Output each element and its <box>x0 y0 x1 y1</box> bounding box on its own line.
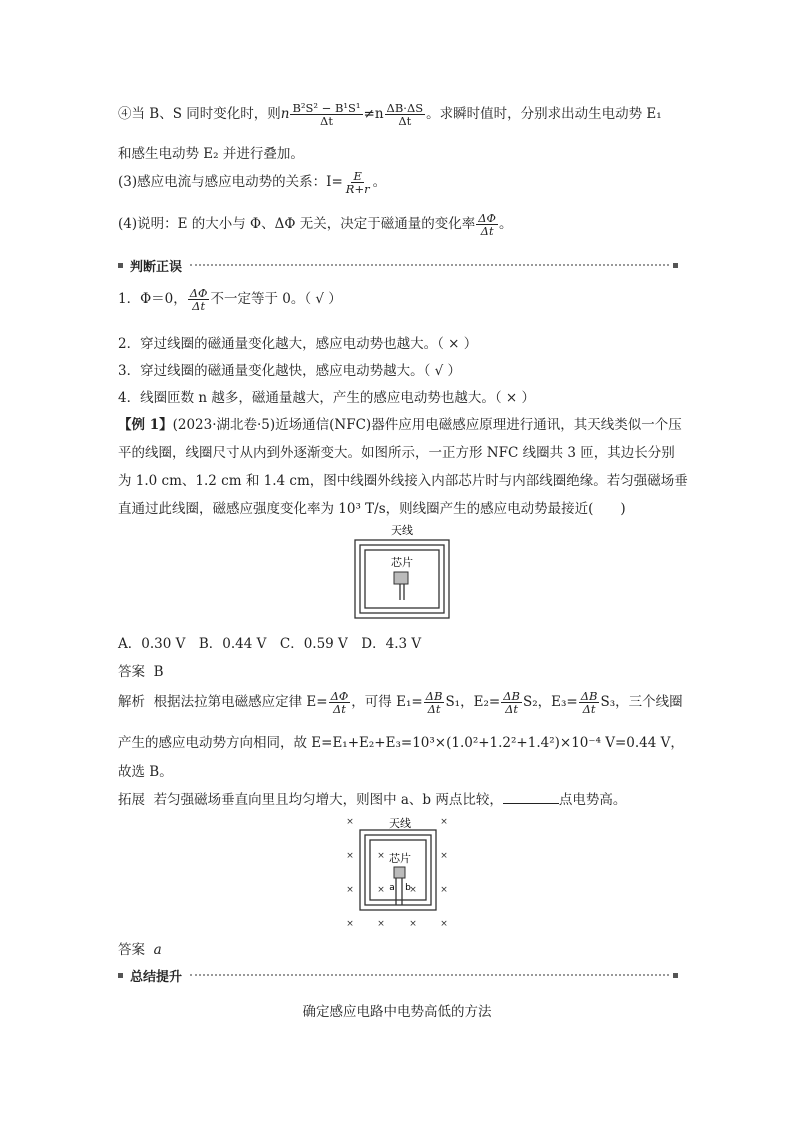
cross-mark: × <box>440 885 448 895</box>
point-b-label: b <box>405 883 411 893</box>
item4-line1: ④当 B、S 同时变化时，则n $\frac{\text{B²S² − B¹S¹}}{\Delta t}$ ≠n $\frac{\Delta B\cdot\Delta S}{\Delta t}$ 。求瞬时值时，分别求出动生电动势 E₁ <box>118 101 662 129</box>
item4-line2: 和感生电动势 E₂ 并进行叠加。 <box>118 146 304 162</box>
section-bullet-icon <box>118 263 123 268</box>
nfc-coil-field-figure <box>340 810 460 932</box>
example-line2: 平的线圈，线圈尺寸从内到外逐渐变大。如图所示，一正方形 NFC 线圈共 3 匝，其边长分别 <box>118 445 675 461</box>
nfc-coil-figure <box>352 520 452 620</box>
answer-blank <box>503 791 559 804</box>
cross-mark: × <box>346 885 354 895</box>
judge-q2: 2．穿过线圈的磁通量变化越大，感应电动势也越大。（ × ） <box>118 336 478 352</box>
cross-mark: × <box>440 919 448 929</box>
section-end-icon <box>673 973 678 978</box>
fraction-rate: $\frac{\Delta\Phi}{\Delta t}$ <box>478 211 496 239</box>
cross-mark: × <box>346 919 354 929</box>
chip-lead <box>396 878 402 905</box>
example-line3: 为 1.0 cm、1.2 cm 和 1.4 cm，图中线圈外线接入内部芯片时与内部线圈绝缘。若匀强磁场垂 <box>118 473 688 489</box>
judge-q3: 3．穿过线圈的磁通量变化越快，感应电动势越大。（ √ ） <box>118 363 462 379</box>
analysis-line1: 解析 根据法拉第电磁感应定律 E= $\frac{\Delta\Phi}{\Delta t}$ ，可得 E₁= $\frac{\Delta B}{\Delta t}$ S₁，E₂= $\frac{\Delta B}{\Delta t}$ S₂，E₃= $\frac{\Delta B}{\Delta t}$ S₃，三个线圈 <box>118 689 683 717</box>
example-line4: 直通过此线圈，磁感应强度变化率为 10³ T/s，则线圈产生的感应电动势最接近( ) <box>118 501 626 517</box>
fraction-e2: $\frac{\Delta B}{\Delta t}$ <box>503 689 520 717</box>
formula-n: n <box>280 106 290 123</box>
section-bullet-icon <box>118 973 123 978</box>
summary-title: 确定感应电路中电势高低的方法 <box>302 1004 492 1020</box>
cross-mark: × <box>346 851 354 861</box>
cross-mark: × <box>409 919 417 929</box>
item4b: (4)说明：E 的大小与 Φ、ΔΦ 无关，决定于磁通量的变化率 $\frac{\Delta\Phi}{\Delta t}$ 。 <box>118 211 513 239</box>
cross-mark: × <box>346 817 354 827</box>
cross-mark: × <box>409 885 417 895</box>
chip-label: 芯片 <box>389 852 411 865</box>
chip-square <box>394 867 405 878</box>
fraction-E-R: $\frac{E}{R+r}$ <box>345 169 370 197</box>
fraction-emf: $\frac{\Delta\Phi}{\Delta t}$ <box>330 689 349 717</box>
judge-q4: 4．线圈匝数 n 越多，磁通量越大，产生的感应电动势也越大。（ × ） <box>118 390 536 406</box>
section-summary-header: 总结提升 <box>118 967 678 983</box>
item3: (3)感应电流与感应电动势的关系：I= $\frac{E}{R+r}$ 。 <box>118 169 387 197</box>
analysis-line3: 故选 B。 <box>118 764 173 780</box>
point-a-label: a <box>389 883 395 893</box>
judge-q1: 1．Φ＝0， $\frac{\Delta\Phi}{\Delta t}$ 不一定等于 0。（ √ ） <box>118 286 342 314</box>
fraction-1: $\frac{\text{B²S² − B¹S¹}}{\Delta t}$ <box>292 101 361 129</box>
section-judge-header: 判断正误 <box>118 257 678 273</box>
chip-label: 芯片 <box>391 556 413 569</box>
fraction-2: $\frac{\Delta B\cdot\Delta S}{\Delta t}$ <box>386 101 424 129</box>
cross-mark: × <box>377 851 385 861</box>
section-end-icon <box>673 263 678 268</box>
antenna-label: 天线 <box>391 524 413 537</box>
options: A．0.30 V B．0.44 V C．0.59 V D．4.3 V <box>118 636 422 652</box>
answer1: 答案 B <box>118 664 164 680</box>
example-line1: 【例 1】(2023·湖北卷·5)近场通信(NFC)器件应用电磁感应原理进行通讯，其天线类似一个压 <box>118 417 682 433</box>
fraction-q1: $\frac{\Delta\Phi}{\Delta t}$ <box>189 286 208 314</box>
cross-mark: × <box>377 885 385 895</box>
section-divider <box>190 264 669 266</box>
fraction-e1: $\frac{\Delta B}{\Delta t}$ <box>425 689 443 717</box>
analysis-line2: 产生的感应电动势方向相同，故 E=E₁+E₂+E₃=10³×(1.0²+1.2²+1.4²)×10⁻⁴ V=0.44 V， <box>118 735 684 751</box>
cross-mark: × <box>440 851 448 861</box>
answer2: 答案 a <box>118 942 162 958</box>
example-tag: 【例 1】 <box>118 417 173 433</box>
cross-mark: × <box>377 919 385 929</box>
fraction-e3: $\frac{\Delta B}{\Delta t}$ <box>580 689 598 717</box>
antenna-label: 天线 <box>389 817 411 830</box>
cross-mark: × <box>440 817 448 827</box>
extension: 拓展 若匀强磁场垂直向里且均匀增大，则图中 a、b 两点比较， 点电势高。 <box>118 792 627 808</box>
section-divider <box>190 974 669 976</box>
chip-square <box>394 572 408 584</box>
